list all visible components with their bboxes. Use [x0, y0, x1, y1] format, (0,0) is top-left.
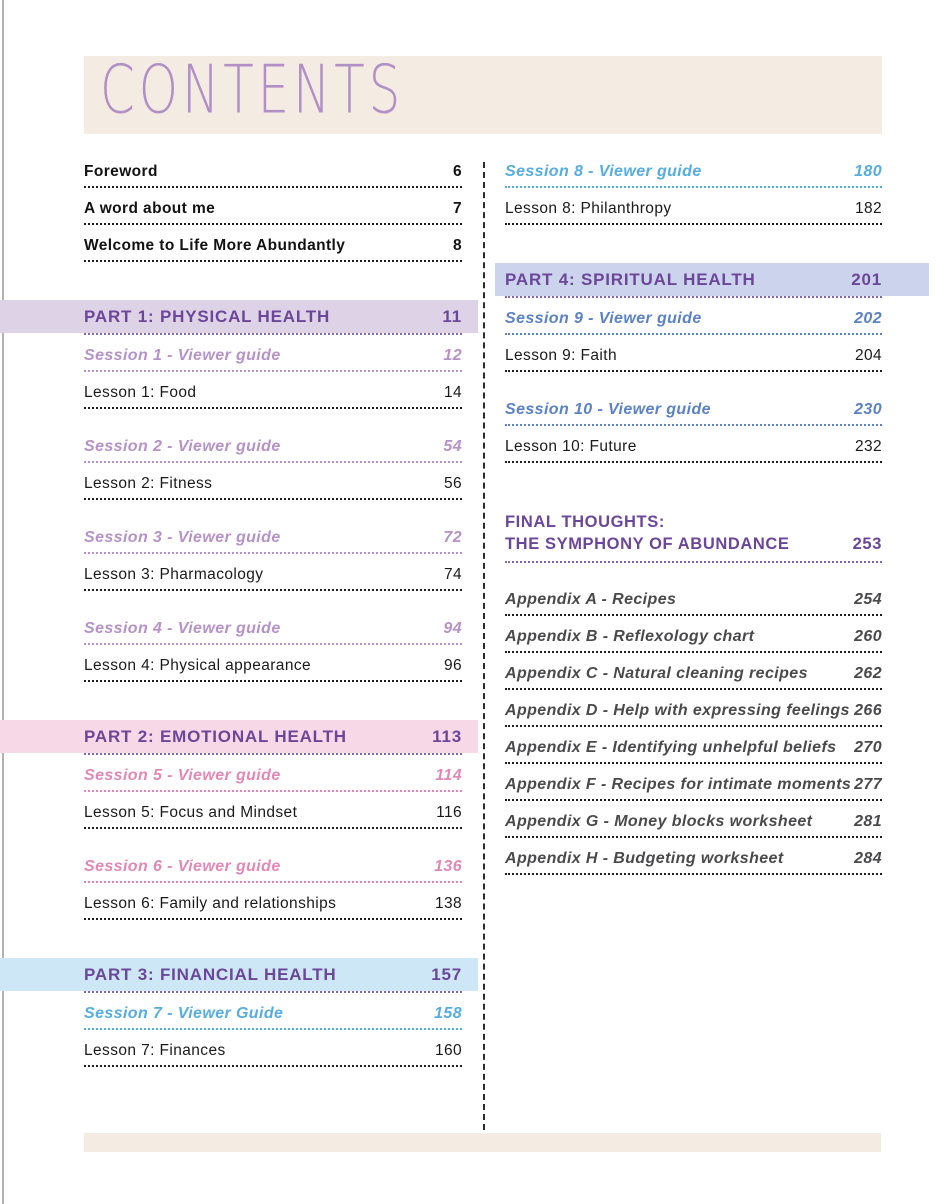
- toc-entry[interactable]: [84, 883, 462, 920]
- toc-entry-label: Lesson 7: Finances: [84, 1042, 226, 1059]
- toc-entry-page: 266: [854, 702, 882, 719]
- toc-entry[interactable]: [84, 608, 462, 645]
- toc-entry-page: 12: [443, 347, 462, 364]
- toc-entry-label: Appendix F - Recipes for intimate moments: [505, 776, 852, 793]
- toc-entry-label: Session 4 - Viewer guide: [84, 620, 281, 637]
- toc-entry-page: 253: [852, 535, 882, 553]
- toc-entry-label: A word about me: [84, 200, 216, 217]
- toc-entry-label: Appendix H - Budgeting worksheet: [505, 850, 784, 867]
- toc-entry[interactable]: [84, 463, 462, 500]
- toc-entry-label: Session 6 - Viewer guide: [84, 858, 281, 875]
- contents-banner: [84, 52, 882, 134]
- toc-entry[interactable]: [84, 426, 462, 463]
- toc-entry[interactable]: [84, 846, 462, 883]
- page-edge-line: [2, 0, 4, 1204]
- toc-entry[interactable]: [84, 304, 462, 335]
- toc-entry-page: 157: [431, 965, 462, 984]
- toc-entry-label: Appendix A - Recipes: [505, 591, 677, 608]
- toc-entry-page: 94: [443, 620, 462, 637]
- toc-entry-page: 56: [443, 475, 462, 492]
- toc-entry-label: Session 2 - Viewer guide: [84, 438, 281, 455]
- toc-entry-label: Session 1 - Viewer guide: [84, 347, 281, 364]
- toc-entry[interactable]: [84, 225, 462, 262]
- toc-entry-page: 230: [854, 401, 882, 418]
- toc-entry[interactable]: [84, 151, 462, 188]
- toc-entry-page: 284: [854, 850, 882, 867]
- toc-entry[interactable]: [84, 645, 462, 682]
- toc-entry-label: FINAL THOUGHTS: THE SYMPHONY OF ABUNDANCE: [505, 513, 790, 553]
- toc-right-column: [505, 151, 882, 875]
- toc-entry-page: 254: [854, 591, 882, 608]
- toc-entry-label: PART 1: PHYSICAL HEALTH: [84, 307, 331, 326]
- toc-entry[interactable]: [84, 993, 462, 1030]
- toc-entry-label: Lesson 10: Future: [505, 438, 637, 455]
- toc-entry-label: Welcome to Life More Abundantly: [84, 237, 346, 254]
- toc-entry[interactable]: [505, 579, 882, 616]
- toc-entry-page: 72: [443, 529, 462, 546]
- toc-entry-label: Lesson 8: Philanthropy: [505, 200, 672, 217]
- toc-entry-label: Lesson 2: Fitness: [84, 475, 213, 492]
- toc-entry-label: PART 4: SPIRITUAL HEALTH: [505, 270, 756, 289]
- toc-entry-page: 113: [432, 727, 462, 746]
- footer-bar: [84, 1133, 881, 1152]
- toc-entry-page: 96: [443, 657, 462, 674]
- toc-left-column: [84, 151, 462, 1067]
- toc-entry[interactable]: [84, 188, 462, 225]
- toc-entry[interactable]: [84, 724, 462, 755]
- toc-entry-label: Session 10 - Viewer guide: [505, 401, 711, 418]
- toc-entry-page: 116: [436, 804, 462, 821]
- toc-entry-label: Lesson 5: Focus and Mindset: [84, 804, 298, 821]
- toc-entry-page: 204: [854, 347, 882, 364]
- toc-entry-label: Appendix B - Reflexology chart: [505, 628, 755, 645]
- toc-entry[interactable]: [84, 962, 462, 993]
- toc-entry-label: Foreword: [84, 163, 158, 180]
- toc-entry-page: 6: [452, 163, 462, 180]
- toc-entry-label: Session 8 - Viewer guide: [505, 163, 702, 180]
- toc-entry-page: 182: [854, 200, 882, 217]
- toc-entry-page: 281: [854, 813, 882, 830]
- toc-entry-label: Session 7 - Viewer Guide: [84, 1005, 284, 1022]
- toc-entry[interactable]: [505, 426, 882, 463]
- toc-entry[interactable]: [505, 764, 882, 801]
- toc-entry[interactable]: [505, 188, 882, 225]
- toc-entry-page: 158: [434, 1005, 462, 1022]
- toc-entry[interactable]: [505, 653, 882, 690]
- toc-entry-label: Appendix G - Money blocks worksheet: [505, 813, 813, 830]
- toc-entry[interactable]: [505, 267, 882, 298]
- toc-entry-label: PART 2: EMOTIONAL HEALTH: [84, 727, 347, 746]
- toc-entry[interactable]: [505, 389, 882, 426]
- toc-entry-page: 138: [434, 895, 462, 912]
- toc-entry-label: Lesson 4: Physical appearance: [84, 657, 312, 674]
- column-divider: [483, 162, 485, 1130]
- toc-entry-label: Lesson 1: Food: [84, 384, 197, 401]
- toc-entry[interactable]: [505, 335, 882, 372]
- toc-entry[interactable]: [84, 517, 462, 554]
- toc-entry-page: 7: [452, 200, 462, 217]
- toc-entry-page: 180: [854, 163, 882, 180]
- toc-entry-page: 160: [434, 1042, 462, 1059]
- page-title: CONTENTS: [100, 52, 405, 130]
- toc-entry-page: 8: [452, 237, 462, 254]
- toc-entry[interactable]: [505, 838, 882, 875]
- toc-entry-page: 11: [442, 307, 462, 326]
- toc-entry-label: Lesson 3: Pharmacology: [84, 566, 264, 583]
- toc-entry[interactable]: [84, 554, 462, 591]
- toc-entry[interactable]: [84, 1030, 462, 1067]
- toc-entry-label: Session 9 - Viewer guide: [505, 310, 702, 327]
- toc-entry[interactable]: [505, 801, 882, 838]
- toc-entry-page: 201: [851, 270, 882, 289]
- toc-entry[interactable]: [505, 690, 882, 727]
- toc-entry-page: 54: [443, 438, 462, 455]
- toc-entry[interactable]: [84, 792, 462, 829]
- toc-entry[interactable]: [84, 755, 462, 792]
- toc-entry-page: 74: [443, 566, 462, 583]
- toc-entry-page: 202: [854, 310, 882, 327]
- toc-entry-label: PART 3: FINANCIAL HEALTH: [84, 965, 337, 984]
- toc-entry-page: 262: [854, 665, 882, 682]
- toc-entry-page: 270: [854, 739, 882, 756]
- toc-entry[interactable]: [505, 616, 882, 653]
- toc-entry-page: 260: [854, 628, 882, 645]
- toc-entry-label: Appendix D - Help with expressing feelings: [505, 702, 850, 719]
- toc-entry-label: Lesson 9: Faith: [505, 347, 617, 364]
- toc-entry-page: 277: [854, 776, 882, 793]
- toc-entry-label: Appendix E - Identifying unhelpful beliefs: [505, 739, 837, 756]
- toc-entry[interactable]: [84, 335, 462, 372]
- toc-entry-label: Appendix C - Natural cleaning recipes: [505, 665, 808, 682]
- toc-entry-page: 136: [434, 858, 462, 875]
- toc-entry-label: Lesson 6: Family and relationships: [84, 895, 337, 912]
- toc-entry-page: 232: [854, 438, 882, 455]
- toc-entry[interactable]: [505, 727, 882, 764]
- toc-entry-page: 14: [443, 384, 462, 401]
- toc-entry[interactable]: [505, 298, 882, 335]
- toc-entry-label: Session 3 - Viewer guide: [84, 529, 281, 546]
- toc-entry-page: 114: [435, 767, 462, 784]
- toc-entry[interactable]: [505, 151, 882, 188]
- toc-entry-final-thoughts[interactable]: [505, 511, 882, 563]
- toc-entry-label: Session 5 - Viewer guide: [84, 767, 281, 784]
- toc-entry[interactable]: [84, 372, 462, 409]
